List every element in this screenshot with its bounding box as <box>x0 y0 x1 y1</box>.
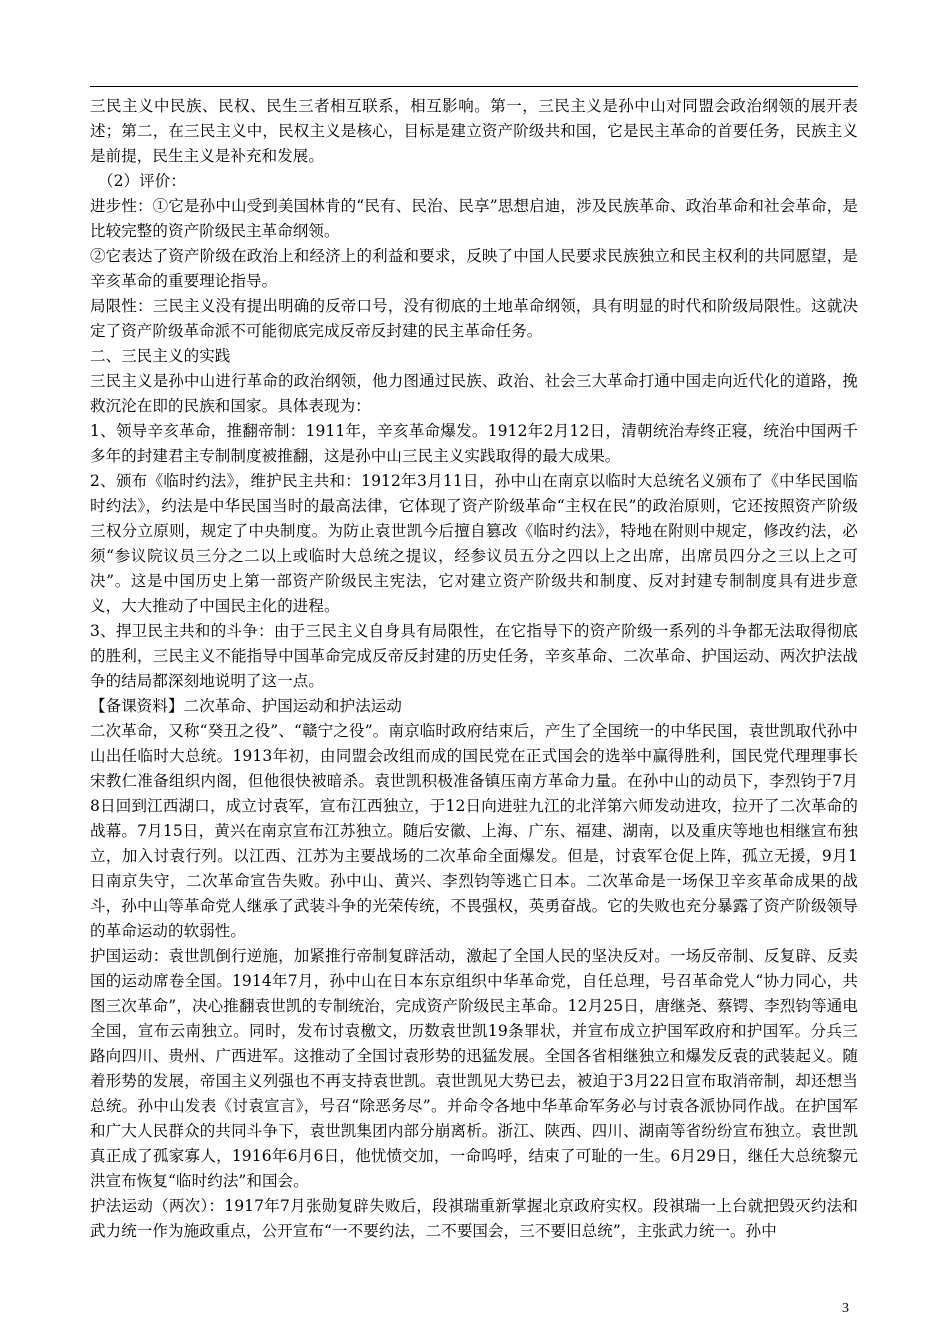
paragraph-sanmin-relations: 三民主义中民族、民权、民生三者相互联系，相互影响。第一，三民主义是孙中山对同盟会政治纲领的展开表述；第二，在三民主义中，民权主义是核心，目标是建立资产阶级共和国，它是民主革命的首要任务，民族主义是前提，民生主义是补充和发展。 <box>90 97 858 165</box>
paragraph-practice-3: 3、捍卫民主共和的斗争：由于三民主义自身具有局限性，在它指导下的资产阶级一系列的斗争都无法取得彻底的胜利，三民主义不能指导中国革命完成反帝反封建的历史任务，辛亥革命、二次革命、护国运动、两次护法战争的结局都深刻地说明了这一点。 <box>90 622 858 690</box>
section-heading-practice: 二、三民主义的实践 <box>90 347 231 365</box>
paragraph-national-protection: 护国运动：袁世凯倒行逆施，加紧推行帝制复辟活动，激起了全国人民的坚决反对。一场反帝制、反复辟、反卖国的运动席卷全国。1914年7月，孙中山在日本东京组织中华革命党，自任总理，号召革命党人“协力同心，共图三次革命”，决心推翻袁世凯的专制统治，完成资产阶级民主革命。12月25日，唐继尧、蔡锷、李烈钧等通电全国，宣布云南独立。同时，发布讨袁檄文，历数袁世凯19条罪状，并宣布成立护国军政府和护国军。分兵三路向四川、贵州、广西进军。这推动了全国讨袁形势的迅猛发展。全国各省相继独立和爆发反袁的武装起义。随着形势的发展，帝国主义列强也不再支持袁世凯。袁世凯见大势已去，被迫于3月22日宣布取消帝制，却还想当总统。孙中山发表《讨袁宣言》，号召“除恶务尽”。并命令各地中华革命军务必与讨袁各派协同作战。在护国军和广大人民群众的共同斗争下，袁世凯集团内部分崩离析。浙江、陕西、四川、湖南等省纷纷宣布独立。袁世凯真正成了孤家寡人，1916年6月6日，他忧愤交加，一命呜呼，结束了可耻的一生。6月29日，继任大总统黎元洪宣布恢复“临时约法”和国会。 <box>90 947 858 1190</box>
paragraph-evaluation-heading: （2）评价： <box>98 172 186 190</box>
page-number: 3 <box>842 1301 849 1316</box>
header-rule <box>90 86 858 87</box>
paragraph-limitations: 局限性：三民主义没有提出明确的反帝口号，没有彻底的土地革命纲领，具有明显的时代和阶级局限性。这就决定了资产阶级革命派不可能彻底完成反帝反封建的民主革命任务。 <box>90 297 858 340</box>
paragraph-second-revolution: 二次革命，又称“癸丑之役”、“赣宁之役”。南京临时政府结束后，产生了全国统一的中华民国，袁世凯取代孙中山出任临时大总统。1913年初，由同盟会改组而成的国民党在正式国会的选举中赢得胜利，国民党代理理事长宋教仁准备组织内阁，但他很快被暗杀。袁世凯积极准备镇压南方革命力量。在孙中山的动员下，李烈钧于7月8日回到江西湖口，成立讨袁军，宣布江西独立，于12日向进驻九江的北洋第六师发动进攻，拉开了二次革命的战幕。7月15日，黄兴在南京宣布江苏独立。随后安徽、上海、广东、福建、湖南，以及重庆等地也相继宣布独立，加入讨袁行列。以江西、江苏为主要战场的二次革命全面爆发。但是，讨袁军仓促上阵，孤立无援，9月1日南京失守，二次革命宣告失败。孙中山、黄兴、李烈钧等逃亡日本。二次革命是一场保卫辛亥革命成果的战斗，孙中山等革命党人继承了武装斗争的光荣传统，不畏强权，英勇奋战。它的失败也充分暴露了资产阶级领导的革命运动的软弱性。 <box>90 722 858 940</box>
paragraph-practice-2: 2、颁布《临时约法》，维护民主共和：1912年3月11日，孙中山在南京以临时大总统名义颁布了《中华民国临时约法》，约法是中华民国当时的最高法律，它体现了资产阶级革命“主权在民”的政治原则，它还按照资产阶级三权分立原则，规定了中央制度。为防止袁世凯今后擅自篡改《临时约法》，特地在附则中规定，修改约法，必须“参议院议员三分之二以上或临时大总统之提议，经参议员五分之四以上之出席，出席员四分之三以上之可决”。这是中国历史上第一部资产阶级民主宪法，它对建立资产阶级共和制度、反对封建专制制度具有进步意义，大大推动了中国民主化的进程。 <box>90 472 858 615</box>
section-heading-materials: 【备课资料】二次革命、护国运动和护法运动 <box>90 697 403 715</box>
document-body <box>90 94 858 1244</box>
paragraph-practice-intro: 三民主义是孙中山进行革命的政治纲领，他力图通过民族、政治、社会三大革命打通中国走向近代化的道路，挽救沉沦在即的民族和国家。具体表现为： <box>90 372 858 415</box>
paragraph-practice-1: 1、领导辛亥革命，推翻帝制：1911年，辛亥革命爆发。1912年2月12日，清朝统治寿终正寝，统治中国两千多年的封建君主专制制度被推翻，这是孙中山三民主义实践取得的最大成果。 <box>90 422 858 465</box>
paragraph-progressiveness-1: 进步性：①它是孙中山受到美国林肯的“民有、民治、民享”思想启迪，涉及民族革命、政治革命和社会革命，是比较完整的资产阶级民主革命纲领。 <box>90 197 858 240</box>
paragraph-progressiveness-2: ②它表达了资产阶级在政治上和经济上的利益和要求，反映了中国人民要求民族独立和民主权利的共同愿望，是辛亥革命的重要理论指导。 <box>90 247 858 290</box>
paragraph-constitution-protection: 护法运动（两次）：1917年7月张勋复辟失败后，段祺瑞重新掌握北京政府实权。段祺瑞一上台就把毁灭约法和武力统一作为施政重点，公开宣布“一不要约法，二不要国会，三不要旧总统”，主张武力统一。孙中 <box>90 1197 858 1240</box>
